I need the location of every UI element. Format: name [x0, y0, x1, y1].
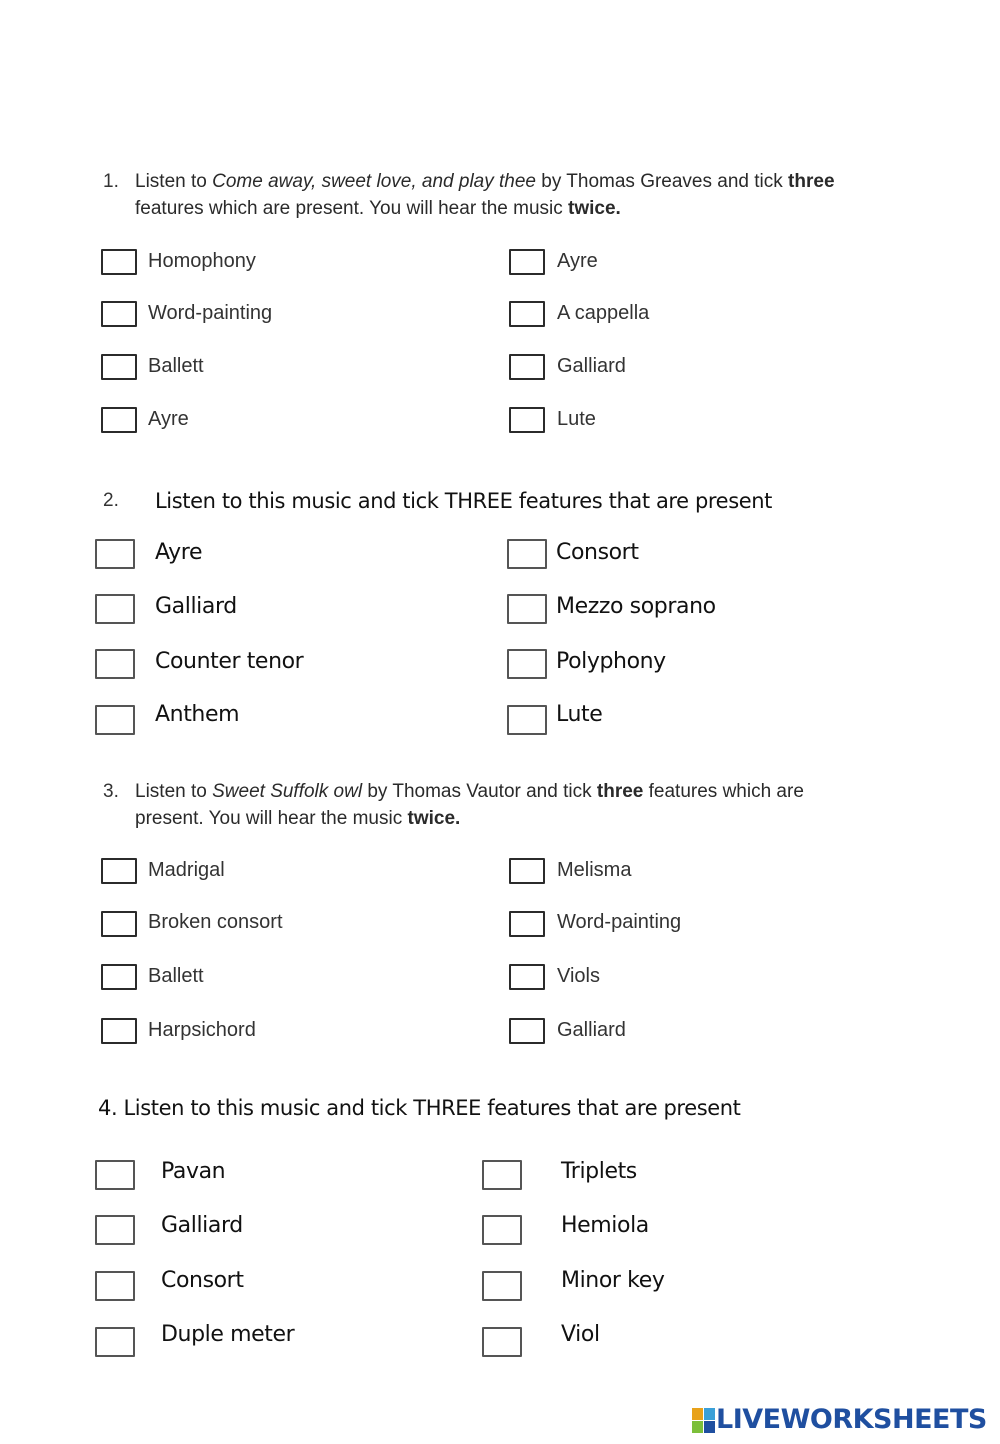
q1-option-right-4: Lute	[557, 408, 596, 430]
q3-option-left-3: Ballett	[148, 965, 204, 987]
q1-option-right-1: Ayre	[557, 250, 598, 272]
liveworksheets-logo-text: LIVEWORKSHEETS	[716, 1404, 987, 1435]
q2-checkbox-left-2[interactable]	[95, 594, 135, 624]
q3-option-left-2: Broken consort	[148, 911, 283, 933]
question-3-prompt	[135, 778, 965, 832]
question-1-number: 1.	[103, 171, 119, 192]
q3-option-left-1: Madrigal	[148, 859, 225, 881]
q3-option-right-3: Viols	[557, 965, 600, 987]
q3-checkbox-left-1[interactable]	[101, 858, 137, 884]
question-2-prompt: Listen to this music and tick THREE features that are present	[155, 489, 773, 513]
q3-option-right-2: Word-painting	[557, 911, 682, 933]
q2-option-left-4: Anthem	[155, 702, 240, 727]
q4-checkbox-right-1[interactable]	[482, 1160, 522, 1190]
song-title: Sweet Suffolk owl	[212, 781, 363, 802]
question-4-prompt: 4. Listen to this music and tick THREE features that are present	[98, 1096, 741, 1120]
song-title: Come away, sweet love, and play thee	[212, 171, 536, 192]
q4-checkbox-right-3[interactable]	[482, 1271, 522, 1301]
q1-checkbox-right-4[interactable]	[509, 407, 545, 433]
question-3-number: 3.	[103, 781, 119, 802]
q2-option-right-2: Mezzo soprano	[556, 594, 716, 619]
q2-checkbox-left-4[interactable]	[95, 705, 135, 735]
q2-checkbox-right-2[interactable]	[507, 594, 547, 624]
q2-checkbox-left-3[interactable]	[95, 649, 135, 679]
q2-option-right-4: Lute	[556, 702, 603, 727]
q1-checkbox-left-1[interactable]	[101, 249, 137, 275]
q4-option-left-2: Galliard	[161, 1213, 243, 1238]
q1-checkbox-left-4[interactable]	[101, 407, 137, 433]
q2-checkbox-right-3[interactable]	[507, 649, 547, 679]
q1-option-left-4: Ayre	[148, 408, 189, 430]
q2-checkbox-right-4[interactable]	[507, 705, 547, 735]
q2-option-left-1: Ayre	[155, 540, 203, 565]
q3-checkbox-right-4[interactable]	[509, 1018, 545, 1044]
q4-checkbox-left-1[interactable]	[95, 1160, 135, 1190]
q4-checkbox-left-3[interactable]	[95, 1271, 135, 1301]
q4-option-left-1: Pavan	[161, 1159, 226, 1184]
q3-checkbox-right-1[interactable]	[509, 858, 545, 884]
q1-checkbox-right-2[interactable]	[509, 301, 545, 327]
q4-checkbox-right-2[interactable]	[482, 1215, 522, 1245]
q3-option-right-1: Melisma	[557, 859, 632, 881]
q1-checkbox-right-3[interactable]	[509, 354, 545, 380]
question-3-line-2: present. You will hear the music twice.	[135, 808, 461, 829]
q3-checkbox-left-4[interactable]	[101, 1018, 137, 1044]
q3-checkbox-right-2[interactable]	[509, 911, 545, 937]
q2-option-right-1: Consort	[556, 540, 639, 565]
liveworksheets-logo-icon	[692, 1408, 714, 1432]
q1-option-left-3: Ballett	[148, 355, 204, 377]
q1-checkbox-left-2[interactable]	[101, 301, 137, 327]
q4-option-right-2: Hemiola	[561, 1213, 649, 1238]
q1-checkbox-right-1[interactable]	[509, 249, 545, 275]
q3-checkbox-right-3[interactable]	[509, 964, 545, 990]
q4-option-right-1: Triplets	[561, 1159, 637, 1184]
q2-option-left-3: Counter tenor	[155, 649, 304, 674]
q1-option-left-2: Word-painting	[148, 302, 273, 324]
q1-option-right-2: A cappella	[557, 302, 650, 324]
q1-checkbox-left-3[interactable]	[101, 354, 137, 380]
q2-option-left-2: Galliard	[155, 594, 237, 619]
q4-option-left-3: Consort	[161, 1268, 244, 1293]
q1-option-right-3: Galliard	[557, 355, 626, 377]
q3-option-right-4: Galliard	[557, 1019, 626, 1041]
question-1-line-2: features which are present. You will hear the music twice.	[135, 198, 621, 219]
question-1-line-1: Listen to Come away, sweet love, and play thee by Thomas Greaves and tick three	[135, 171, 835, 192]
q3-option-left-4: Harpsichord	[148, 1019, 256, 1041]
question-3-line-1: Listen to Sweet Suffolk owl by Thomas Vautor and tick three features which are	[135, 781, 804, 802]
question-2-number: 2.	[103, 490, 119, 511]
q4-checkbox-left-2[interactable]	[95, 1215, 135, 1245]
q4-checkbox-right-4[interactable]	[482, 1327, 522, 1357]
q4-option-right-4: Viol	[561, 1322, 600, 1347]
q3-checkbox-left-2[interactable]	[101, 911, 137, 937]
q4-option-left-4: Duple meter	[161, 1322, 295, 1347]
q2-checkbox-right-1[interactable]	[507, 539, 547, 569]
q2-option-right-3: Polyphony	[556, 649, 666, 674]
q4-checkbox-left-4[interactable]	[95, 1327, 135, 1357]
q1-option-left-1: Homophony	[148, 250, 256, 272]
liveworksheets-logo	[692, 1404, 987, 1435]
q3-checkbox-left-3[interactable]	[101, 964, 137, 990]
q2-checkbox-left-1[interactable]	[95, 539, 135, 569]
question-1-prompt	[135, 168, 965, 222]
q4-option-right-3: Minor key	[561, 1268, 665, 1293]
